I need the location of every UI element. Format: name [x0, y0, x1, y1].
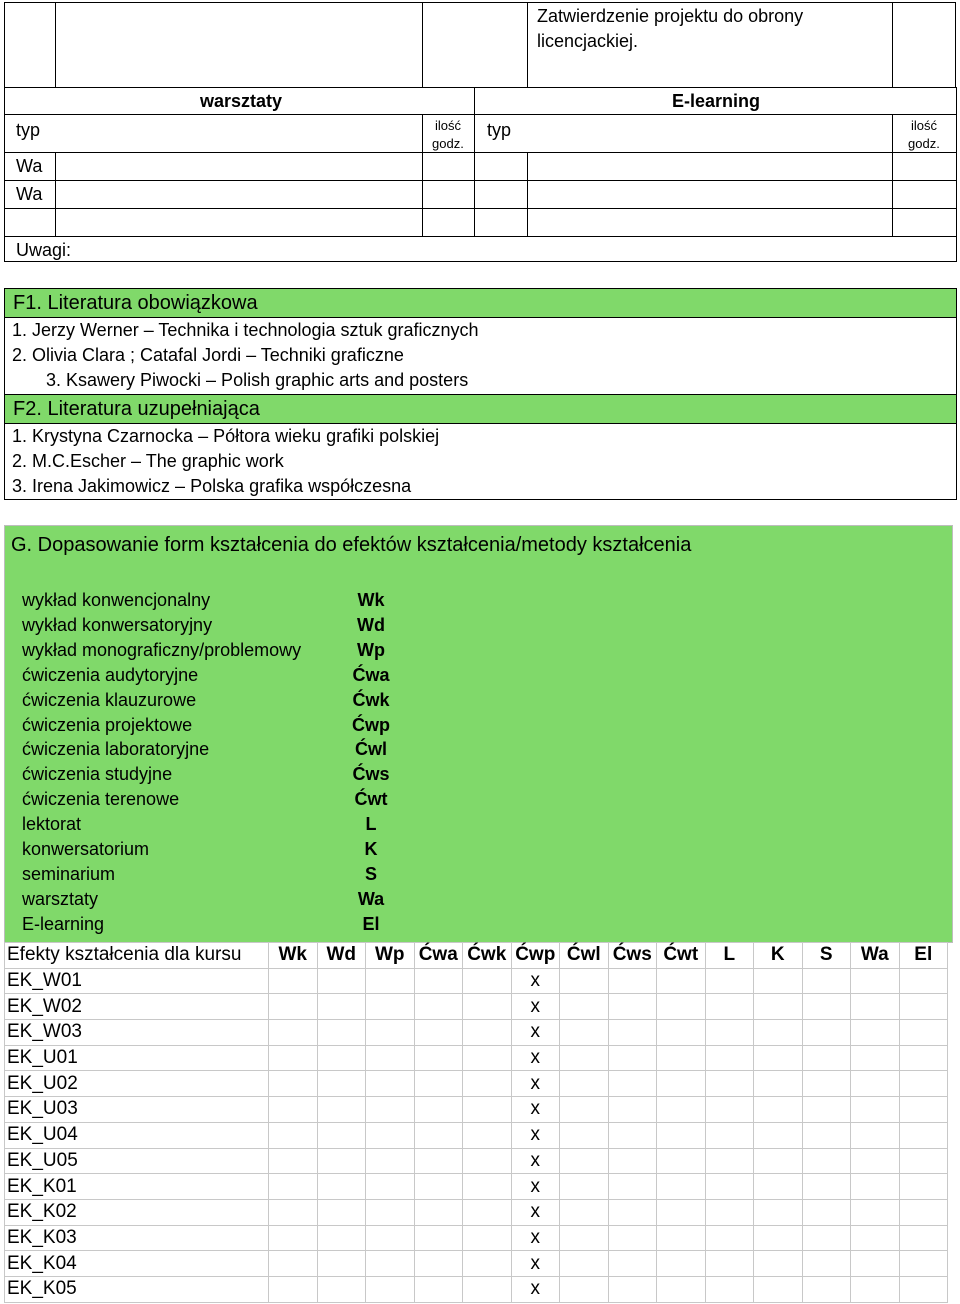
matrix-row — [5, 1122, 948, 1148]
matrix-empty-cell — [705, 1097, 754, 1123]
matrix-empty-cell — [802, 1148, 851, 1174]
matrix-column-header: Ćws — [608, 943, 657, 969]
approval-cell — [55, 2, 423, 88]
matrix-row-label: EK_U01 — [5, 1045, 269, 1071]
matrix-row-label: EK_U05 — [5, 1148, 269, 1174]
matrix-empty-cell — [657, 968, 706, 994]
f1-title: F1. Literatura obowiązkowa — [13, 292, 258, 314]
divider — [892, 114, 893, 237]
matrix-mark: x — [511, 1045, 560, 1071]
matrix-empty-cell — [899, 1276, 948, 1302]
matrix-empty-cell — [608, 1045, 657, 1071]
matrix-empty-cell — [754, 1225, 803, 1251]
matrix-empty-cell — [608, 1148, 657, 1174]
matrix-column-header: S — [802, 943, 851, 969]
matrix-row-label: EK_U04 — [5, 1122, 269, 1148]
typ-label: typ — [16, 120, 41, 140]
matrix-empty-cell — [899, 1020, 948, 1046]
matrix-mark: x — [511, 1174, 560, 1200]
form-name: lektorat — [22, 814, 82, 835]
matrix-empty-cell — [657, 1122, 706, 1148]
form-name: wykład konwersatoryjny — [22, 614, 213, 635]
matrix-empty-cell — [608, 1199, 657, 1225]
matrix-empty-cell — [608, 1122, 657, 1148]
matrix-empty-cell — [414, 1251, 463, 1277]
matrix-empty-cell — [851, 1148, 900, 1174]
form-code: Wd — [357, 614, 385, 635]
matrix-empty-cell — [851, 1199, 900, 1225]
row-type: Wa — [16, 184, 43, 204]
divider — [4, 236, 957, 237]
matrix-empty-cell — [754, 994, 803, 1020]
matrix-empty-cell — [851, 1097, 900, 1123]
matrix-column-header: Ćwk — [463, 943, 512, 969]
matrix-empty-cell — [317, 1276, 366, 1302]
matrix-empty-cell — [754, 1199, 803, 1225]
matrix-empty-cell — [463, 1071, 512, 1097]
matrix-empty-cell — [463, 1020, 512, 1046]
matrix-empty-cell — [463, 994, 512, 1020]
form-code: Ćws — [352, 764, 390, 785]
matrix-row — [5, 1199, 948, 1225]
matrix-empty-cell — [899, 1045, 948, 1071]
matrix-empty-cell — [560, 1097, 609, 1123]
matrix-empty-cell — [851, 994, 900, 1020]
matrix-empty-cell — [560, 994, 609, 1020]
matrix-empty-cell — [463, 968, 512, 994]
matrix-empty-cell — [899, 1199, 948, 1225]
matrix-empty-cell — [560, 1071, 609, 1097]
matrix-empty-cell — [317, 1045, 366, 1071]
matrix-row-label: EK_W01 — [5, 968, 269, 994]
matrix-empty-cell — [754, 1122, 803, 1148]
matrix-empty-cell — [269, 994, 318, 1020]
matrix-empty-cell — [705, 968, 754, 994]
divider — [474, 87, 475, 237]
matrix-empty-cell — [608, 1174, 657, 1200]
matrix-row-label: EK_W03 — [5, 1020, 269, 1046]
form-code: Ćwt — [354, 789, 388, 810]
matrix-empty-cell — [705, 1199, 754, 1225]
matrix-mark: x — [511, 1020, 560, 1046]
matrix-row-label: EK_K05 — [5, 1276, 269, 1302]
matrix-empty-cell — [366, 1020, 415, 1046]
matrix-empty-cell — [608, 1071, 657, 1097]
matrix-empty-cell — [366, 1225, 415, 1251]
matrix-empty-cell — [754, 1097, 803, 1123]
matrix-row — [5, 1148, 948, 1174]
form-name: seminarium — [22, 863, 116, 884]
matrix-mark: x — [511, 994, 560, 1020]
matrix-empty-cell — [851, 968, 900, 994]
matrix-mark: x — [511, 1199, 560, 1225]
f2-item: 1. Krystyna Czarnocka – Półtora wieku grafiki polskiej — [12, 426, 440, 446]
matrix-empty-cell — [657, 1045, 706, 1071]
matrix-row-label: EK_K04 — [5, 1251, 269, 1277]
matrix-empty-cell — [657, 1020, 706, 1046]
matrix-mark: x — [511, 1276, 560, 1302]
form-name: konwersatorium — [22, 839, 150, 859]
matrix-empty-cell — [269, 1174, 318, 1200]
matrix-empty-cell — [366, 968, 415, 994]
matrix-empty-cell — [657, 1199, 706, 1225]
matrix-empty-cell — [463, 1251, 512, 1277]
matrix-empty-cell — [414, 994, 463, 1020]
matrix-empty-cell — [317, 1199, 366, 1225]
matrix-empty-cell — [851, 1071, 900, 1097]
matrix-row — [5, 1045, 948, 1071]
matrix-empty-cell — [560, 1122, 609, 1148]
matrix-row — [5, 1174, 948, 1200]
matrix-empty-cell — [657, 1276, 706, 1302]
matrix-column-header: L — [705, 943, 754, 969]
matrix-empty-cell — [366, 1199, 415, 1225]
matrix-empty-cell — [414, 1174, 463, 1200]
typ-label: typ — [487, 120, 512, 140]
matrix-empty-cell — [899, 1097, 948, 1123]
matrix-empty-cell — [366, 1122, 415, 1148]
matrix-mark: x — [511, 1225, 560, 1251]
form-name: E-learning — [22, 913, 105, 934]
matrix-empty-cell — [414, 1225, 463, 1251]
form-name: ćwiczenia studyjne — [22, 764, 173, 785]
matrix-empty-cell — [414, 1148, 463, 1174]
matrix-row — [5, 1225, 948, 1251]
matrix-empty-cell — [851, 1225, 900, 1251]
matrix-column-header: Ćwt — [657, 943, 706, 969]
matrix-column-header: Ćwl — [560, 943, 609, 969]
matrix-row — [5, 968, 948, 994]
row-type: Wa — [16, 156, 43, 176]
matrix-empty-cell — [560, 968, 609, 994]
matrix-column-header: Wk — [269, 943, 318, 969]
matrix-empty-cell — [560, 1148, 609, 1174]
matrix-empty-cell — [463, 1199, 512, 1225]
matrix-empty-cell — [269, 1225, 318, 1251]
matrix-row-label: EK_U03 — [5, 1097, 269, 1123]
matrix-empty-cell — [657, 1148, 706, 1174]
form-code: Ćwp — [352, 714, 390, 735]
matrix-empty-cell — [366, 1148, 415, 1174]
matrix-empty-cell — [269, 1071, 318, 1097]
matrix-column-header: Wa — [851, 943, 900, 969]
matrix-empty-cell — [705, 1276, 754, 1302]
matrix-empty-cell — [754, 1276, 803, 1302]
matrix-empty-cell — [802, 1045, 851, 1071]
godz-label: godz. — [908, 136, 940, 151]
matrix-row — [5, 1097, 948, 1123]
matrix-mark: x — [511, 968, 560, 994]
matrix-empty-cell — [414, 1020, 463, 1046]
matrix-empty-cell — [317, 1020, 366, 1046]
ilosc-label: ilość — [435, 118, 462, 133]
matrix-empty-cell — [899, 968, 948, 994]
matrix-empty-cell — [269, 1045, 318, 1071]
form-name: wykład konwencjonalny — [22, 590, 211, 610]
form-code: Wk — [357, 590, 385, 610]
matrix-empty-cell — [899, 994, 948, 1020]
matrix-empty-cell — [317, 968, 366, 994]
form-code: Ćwk — [352, 689, 390, 710]
matrix-mark: x — [511, 1251, 560, 1277]
form-code: L — [365, 814, 377, 835]
matrix-empty-cell — [802, 968, 851, 994]
matrix-empty-cell — [317, 1071, 366, 1097]
matrix-empty-cell — [414, 968, 463, 994]
matrix-row-label: EK_K03 — [5, 1225, 269, 1251]
matrix-row — [5, 1020, 948, 1046]
divider — [4, 180, 957, 181]
matrix-row-label: EK_W02 — [5, 994, 269, 1020]
matrix-empty-cell — [463, 1122, 512, 1148]
form-name: ćwiczenia laboratoryjne — [22, 739, 210, 760]
matrix-column-header: El — [899, 943, 948, 969]
forms-title: G. Dopasowanie form kształcenia do efektów kształcenia/metody kształcenia — [11, 534, 692, 556]
matrix-empty-cell — [560, 1225, 609, 1251]
matrix-empty-cell — [754, 1020, 803, 1046]
matrix-empty-cell — [802, 1276, 851, 1302]
matrix-row — [5, 1276, 948, 1302]
form-code: Ćwl — [354, 739, 387, 760]
matrix-empty-cell — [608, 1251, 657, 1277]
form-name: warsztaty — [22, 888, 99, 909]
matrix-empty-cell — [899, 1122, 948, 1148]
matrix-empty-cell — [463, 1097, 512, 1123]
matrix-empty-cell — [851, 1174, 900, 1200]
form-code: El — [362, 913, 380, 934]
matrix-empty-cell — [560, 1174, 609, 1200]
matrix-empty-cell — [414, 1097, 463, 1123]
matrix-empty-cell — [754, 968, 803, 994]
f2-title: F2. Literatura uzupełniająca — [13, 398, 260, 420]
warsztaty-header: warsztaty — [200, 91, 283, 111]
matrix-empty-cell — [608, 1097, 657, 1123]
matrix-column-header: Ćwp — [511, 943, 560, 969]
matrix-empty-cell — [802, 1225, 851, 1251]
matrix-empty-cell — [269, 968, 318, 994]
approval-cell — [422, 2, 528, 88]
matrix-empty-cell — [269, 1122, 318, 1148]
matrix-mark: x — [511, 1148, 560, 1174]
matrix-empty-cell — [560, 1199, 609, 1225]
matrix-empty-cell — [463, 1276, 512, 1302]
matrix-empty-cell — [802, 1251, 851, 1277]
f2-header-bar — [4, 394, 957, 424]
matrix-empty-cell — [851, 1276, 900, 1302]
matrix-empty-cell — [608, 994, 657, 1020]
matrix-row — [5, 994, 948, 1020]
matrix-empty-cell — [802, 994, 851, 1020]
matrix-empty-cell — [899, 1251, 948, 1277]
matrix-empty-cell — [414, 1122, 463, 1148]
matrix-empty-cell — [754, 1045, 803, 1071]
matrix-empty-cell — [705, 1045, 754, 1071]
matrix-empty-cell — [317, 1225, 366, 1251]
matrix-empty-cell — [802, 1097, 851, 1123]
matrix-empty-cell — [657, 1097, 706, 1123]
matrix-empty-cell — [317, 1174, 366, 1200]
form-name: ćwiczenia klauzurowe — [22, 689, 197, 710]
matrix-row — [5, 1071, 948, 1097]
matrix-empty-cell — [754, 1071, 803, 1097]
approval-text-line: Zatwierdzenie projektu do obrony — [537, 6, 804, 26]
matrix-empty-cell — [463, 1225, 512, 1251]
matrix-empty-cell — [366, 1276, 415, 1302]
matrix-empty-cell — [269, 1251, 318, 1277]
matrix-empty-cell — [705, 1071, 754, 1097]
f1-item: 1. Jerzy Werner – Technika i technologia sztuk graficznych — [12, 320, 479, 340]
matrix-empty-cell — [317, 1097, 366, 1123]
matrix-empty-cell — [463, 1174, 512, 1200]
matrix-empty-cell — [899, 1148, 948, 1174]
matrix-empty-cell — [269, 1148, 318, 1174]
matrix-empty-cell — [657, 994, 706, 1020]
matrix-empty-cell — [899, 1225, 948, 1251]
matrix-empty-cell — [705, 994, 754, 1020]
matrix-empty-cell — [414, 1071, 463, 1097]
matrix-row-label: EK_K01 — [5, 1174, 269, 1200]
matrix-empty-cell — [366, 1071, 415, 1097]
matrix-empty-cell — [657, 1251, 706, 1277]
matrix-empty-cell — [754, 1174, 803, 1200]
matrix-empty-cell — [463, 1148, 512, 1174]
matrix-empty-cell — [269, 1199, 318, 1225]
approval-cell — [892, 2, 956, 88]
matrix-row-label: EK_K02 — [5, 1199, 269, 1225]
f2-item: 2. M.C.Escher – The graphic work — [12, 451, 284, 471]
matrix-empty-cell — [608, 1225, 657, 1251]
form-name: ćwiczenia terenowe — [22, 789, 180, 810]
matrix-mark: x — [511, 1122, 560, 1148]
approval-cell — [4, 2, 56, 88]
matrix-empty-cell — [899, 1174, 948, 1200]
matrix-empty-cell — [414, 1045, 463, 1071]
matrix-empty-cell — [657, 1174, 706, 1200]
matrix-empty-cell — [269, 1020, 318, 1046]
matrix-empty-cell — [414, 1276, 463, 1302]
forms-section — [4, 525, 953, 943]
matrix-empty-cell — [802, 1071, 851, 1097]
form-code: K — [364, 839, 378, 859]
matrix-empty-cell — [366, 1251, 415, 1277]
divider — [4, 152, 957, 153]
matrix-empty-cell — [851, 1122, 900, 1148]
form-code: S — [364, 863, 377, 884]
matrix-empty-cell — [851, 1020, 900, 1046]
matrix-empty-cell — [899, 1071, 948, 1097]
form-name: ćwiczenia audytoryjne — [22, 664, 199, 685]
matrix-empty-cell — [560, 1020, 609, 1046]
matrix-empty-cell — [560, 1276, 609, 1302]
divider — [4, 114, 957, 115]
matrix-empty-cell — [463, 1045, 512, 1071]
matrix-mark: x — [511, 1097, 560, 1123]
matrix-empty-cell — [560, 1251, 609, 1277]
matrix-empty-cell — [560, 1045, 609, 1071]
matrix-header-row — [5, 943, 948, 969]
matrix-empty-cell — [269, 1276, 318, 1302]
form-code: Wp — [357, 639, 385, 660]
matrix-empty-cell — [317, 994, 366, 1020]
divider — [527, 152, 528, 237]
matrix-row-label: EK_U02 — [5, 1071, 269, 1097]
matrix-empty-cell — [851, 1045, 900, 1071]
f1-item: 3. Ksawery Piwocki – Polish graphic arts and posters — [46, 370, 469, 390]
form-code: Ćwa — [352, 664, 390, 685]
matrix-empty-cell — [608, 968, 657, 994]
effects-matrix — [4, 942, 948, 1303]
form-name: ćwiczenia projektowe — [22, 714, 193, 735]
matrix-empty-cell — [317, 1251, 366, 1277]
matrix-column-header: K — [754, 943, 803, 969]
matrix-row — [5, 1251, 948, 1277]
matrix-empty-cell — [705, 1251, 754, 1277]
matrix-empty-cell — [802, 1174, 851, 1200]
godz-label: godz. — [432, 136, 464, 151]
form-name: wykład monograficzny/problemowy — [22, 639, 302, 660]
matrix-corner-label: Efekty kształcenia dla kursu — [5, 943, 269, 969]
matrix-empty-cell — [802, 1122, 851, 1148]
matrix-empty-cell — [802, 1020, 851, 1046]
matrix-column-header: Wd — [317, 943, 366, 969]
matrix-empty-cell — [802, 1199, 851, 1225]
approval-text-line: licencjackiej. — [537, 31, 639, 51]
matrix-mark: x — [511, 1071, 560, 1097]
matrix-empty-cell — [754, 1251, 803, 1277]
f2-item: 3. Irena Jakimowicz – Polska grafika współczesna — [12, 476, 412, 496]
uwagi-label: Uwagi: — [16, 240, 72, 260]
matrix-empty-cell — [705, 1174, 754, 1200]
approval-cell — [527, 2, 893, 88]
matrix-column-header: Wp — [366, 943, 415, 969]
form-code: Wa — [357, 888, 385, 909]
matrix-empty-cell — [754, 1148, 803, 1174]
matrix-empty-cell — [608, 1020, 657, 1046]
matrix-empty-cell — [414, 1199, 463, 1225]
matrix-empty-cell — [366, 1097, 415, 1123]
matrix-empty-cell — [608, 1276, 657, 1302]
matrix-empty-cell — [657, 1225, 706, 1251]
matrix-empty-cell — [366, 994, 415, 1020]
matrix-empty-cell — [657, 1071, 706, 1097]
matrix-empty-cell — [705, 1225, 754, 1251]
matrix-empty-cell — [317, 1148, 366, 1174]
matrix-empty-cell — [366, 1045, 415, 1071]
f1-header-bar — [4, 288, 957, 318]
matrix-empty-cell — [705, 1122, 754, 1148]
ilosc-label: ilość — [911, 118, 938, 133]
matrix-empty-cell — [269, 1097, 318, 1123]
matrix-column-header: Ćwa — [414, 943, 463, 969]
divider — [422, 114, 423, 237]
matrix-empty-cell — [705, 1020, 754, 1046]
matrix-empty-cell — [366, 1174, 415, 1200]
matrix-empty-cell — [705, 1148, 754, 1174]
elearning-header: E-learning — [672, 91, 761, 111]
matrix-empty-cell — [317, 1122, 366, 1148]
divider — [4, 208, 957, 209]
divider — [55, 152, 56, 237]
matrix-empty-cell — [851, 1251, 900, 1277]
f1-item: 2. Olivia Clara ; Catafal Jordi – Techniki graficzne — [12, 345, 404, 365]
